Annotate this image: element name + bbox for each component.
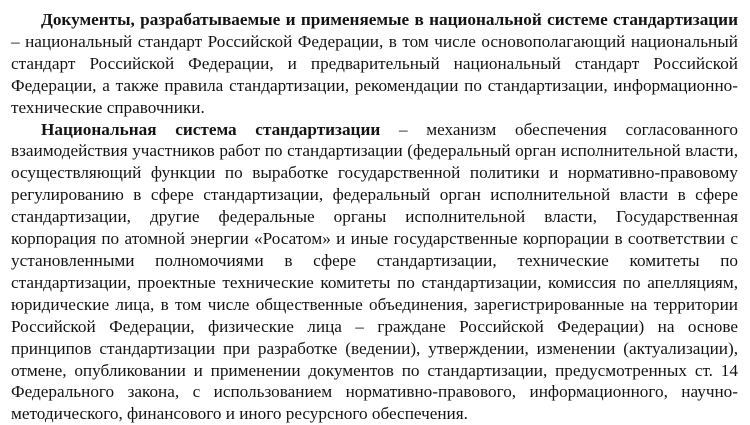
definition-paragraph <box>11 119 738 425</box>
document-page <box>11 9 738 425</box>
defined-term: Документы, разрабатываемые и применяемые в национальной системе стандартизации <box>41 10 738 29</box>
defined-term: Национальная система стандартизации <box>41 119 381 139</box>
definition-text: – механизм обеспечения согласованного взаимодействия участников работ по стандартизации (федеральный орган исполнительной власти, осуществляющий функции по выработке государственной политики и нормативно-правовому регулированию в сфере стандартизации, федеральный орган исполнительной власти в сфере стандартизации, другие федеральные органы исполнительной власти, Государственная корпорация по атомной энергии «Росатом» и иные государственные корпорации в соответствии с установленными полномочиями в сфере стандартизации, технические комитеты по стандартизации, проектные технические комитеты по стандартизации, комиссия по апелляциям, юридические лица, в том числе общественные объединения, зарегистрированные на территории Российской Федерации, физические лица – граждане Российской Федерации) на основе принципов стандартизации при разработке (ведении), утверждении, изменении (актуализации), отмене, опубликовании и применении документов по стандартизации, предусмотренных ст. 14 Федерального закона, с использованием нормативно-правового, информационного, научно-методического, финансового и иного ресурсного обеспечения. <box>11 119 738 424</box>
definition-paragraph <box>11 9 738 119</box>
definition-text: – национальный стандарт Российской Федерации, в том числе основополагающий национальный стандарт Российской Федерации, и предварительный национальный стандарт Российской Федерации, а также правила стандартизации, рекомендации по стандартизации, информационно-технические справочники. <box>11 31 738 117</box>
